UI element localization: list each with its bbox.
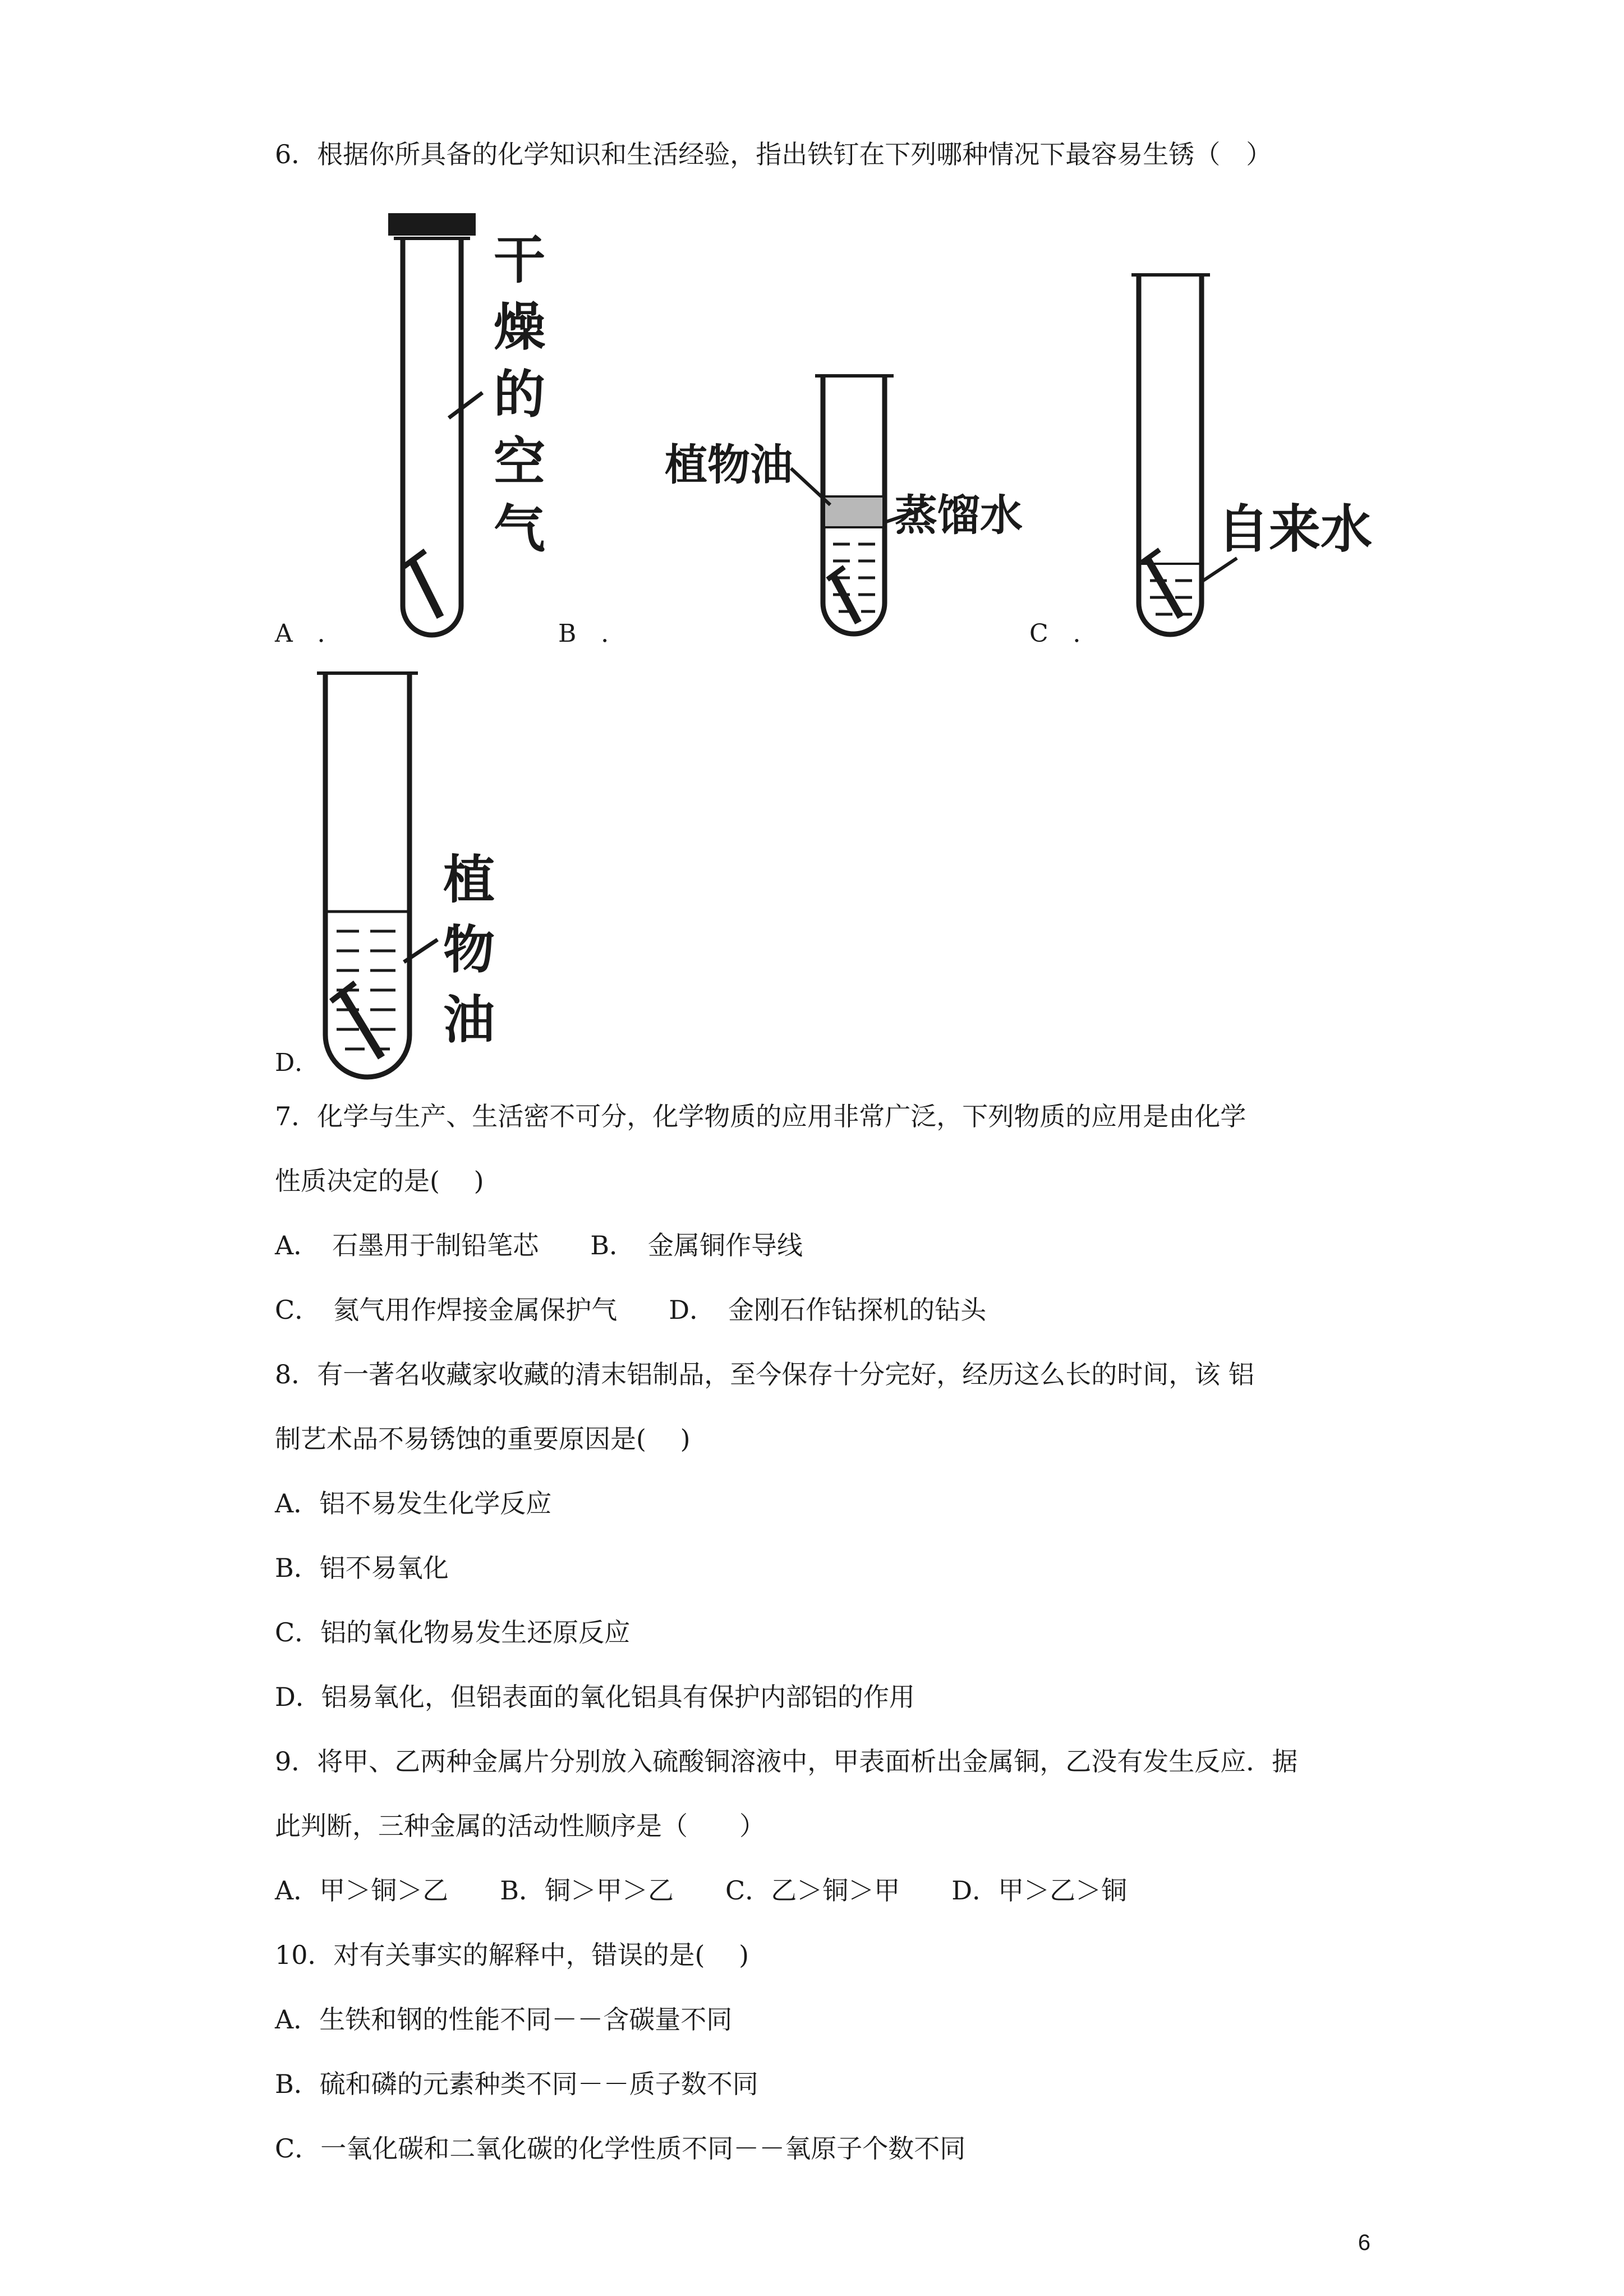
svg-text:燥: 燥 [494,297,546,357]
q6-figure-b [665,367,1035,648]
label-tap-water: 自来水 [1217,499,1373,559]
q6-option-a-label: A ． [275,619,342,648]
q10-stem: 10．对有关事实的解释中，错误的是( ) [275,1940,749,1970]
q7-options-line2: C． 氦气用作焊接金属保护气 D． 金刚石作钻探机的钻头 [275,1295,987,1325]
q6-option-d-label: D． [275,1048,320,1077]
q10-option-c: C．一氧化碳和二氧化碳的化学性质不同－－氧原子个数不同 [275,2133,966,2164]
iron-nail [833,575,858,623]
svg-text:物: 物 [443,920,495,980]
iron-nail [1147,558,1181,617]
iron-nail [412,561,440,617]
q8-option-a: A．铝不易发生化学反应 [275,1488,552,1519]
label-dry-air-1: 干 [494,230,546,290]
q7-stem-line1: 7．化学与生产、生活密不可分，化学物质的应用非常广泛，下列物质的应用是由化学 [275,1101,1246,1131]
test-tube [1139,275,1202,634]
label-distilled-water: 蒸馏水 [895,490,1023,540]
q6-figure-c [1125,266,1383,648]
q10-option-a: A．生铁和钢的性能不同－－含碳量不同 [275,2004,733,2035]
q10-option-b: B．硫和磷的元素种类不同－－质子数不同 [275,2069,758,2099]
q9-stem-line2: 此判断，三种金属的活动性顺序是（ ） [275,1811,765,1841]
label-vegetable-oil: 植物油 [665,440,793,490]
svg-text:空: 空 [494,432,546,492]
q8-option-b: B．铝不易氧化 [275,1553,449,1583]
svg-text:的: 的 [494,365,546,425]
q7-stem-line2: 性质决定的是( ) [275,1166,484,1196]
q8-stem-line2: 制艺术品不易锈蚀的重要原因是( ) [275,1424,691,1454]
svg-text:油: 油 [443,990,495,1050]
q9-options: A．甲＞铜＞乙 B．铜＞甲＞乙 C．乙＞铜＞甲 D．甲＞乙＞铜 [275,1875,1128,1906]
oil-layer [825,496,882,527]
test-tube [325,673,410,1077]
page-number: 6 [1358,2230,1370,2255]
svg-text:气: 气 [494,499,546,559]
q8-option-c: C．铝的氧化物易发生还原反应 [275,1617,631,1648]
q8-option-d: D．铝易氧化，但铝表面的氧化铝具有保护内部铝的作用 [275,1682,915,1712]
q6-figure-d [311,665,536,1091]
water-layer [833,544,875,611]
q7-options-line1: A． 石墨用于制铅笔芯 B． 金属铜作导线 [275,1230,803,1260]
q9-stem-line1: 9．将甲、乙两种金属片分别放入硫酸铜溶液中，甲表面析出金属铜，乙没有发生反应．据 [275,1746,1298,1777]
q6-option-b-label: B ． [558,619,626,648]
label-vegetable-oil-1: 植 [443,850,495,910]
q6-stem: 6．根据你所具备的化学知识和生活经验，指出铁钉在下列哪种情况下最容易生锈（ ） [275,139,1272,169]
q6-figure-a [381,213,583,651]
test-tube [403,238,461,635]
q8-stem-line1: 8．有一著名收藏家收藏的清末铝制品，至今保存十分完好，经历这么长的时间，该 铝 [275,1359,1254,1389]
rubber-stopper [388,213,476,236]
q6-option-c-label: C ． [1029,619,1098,648]
